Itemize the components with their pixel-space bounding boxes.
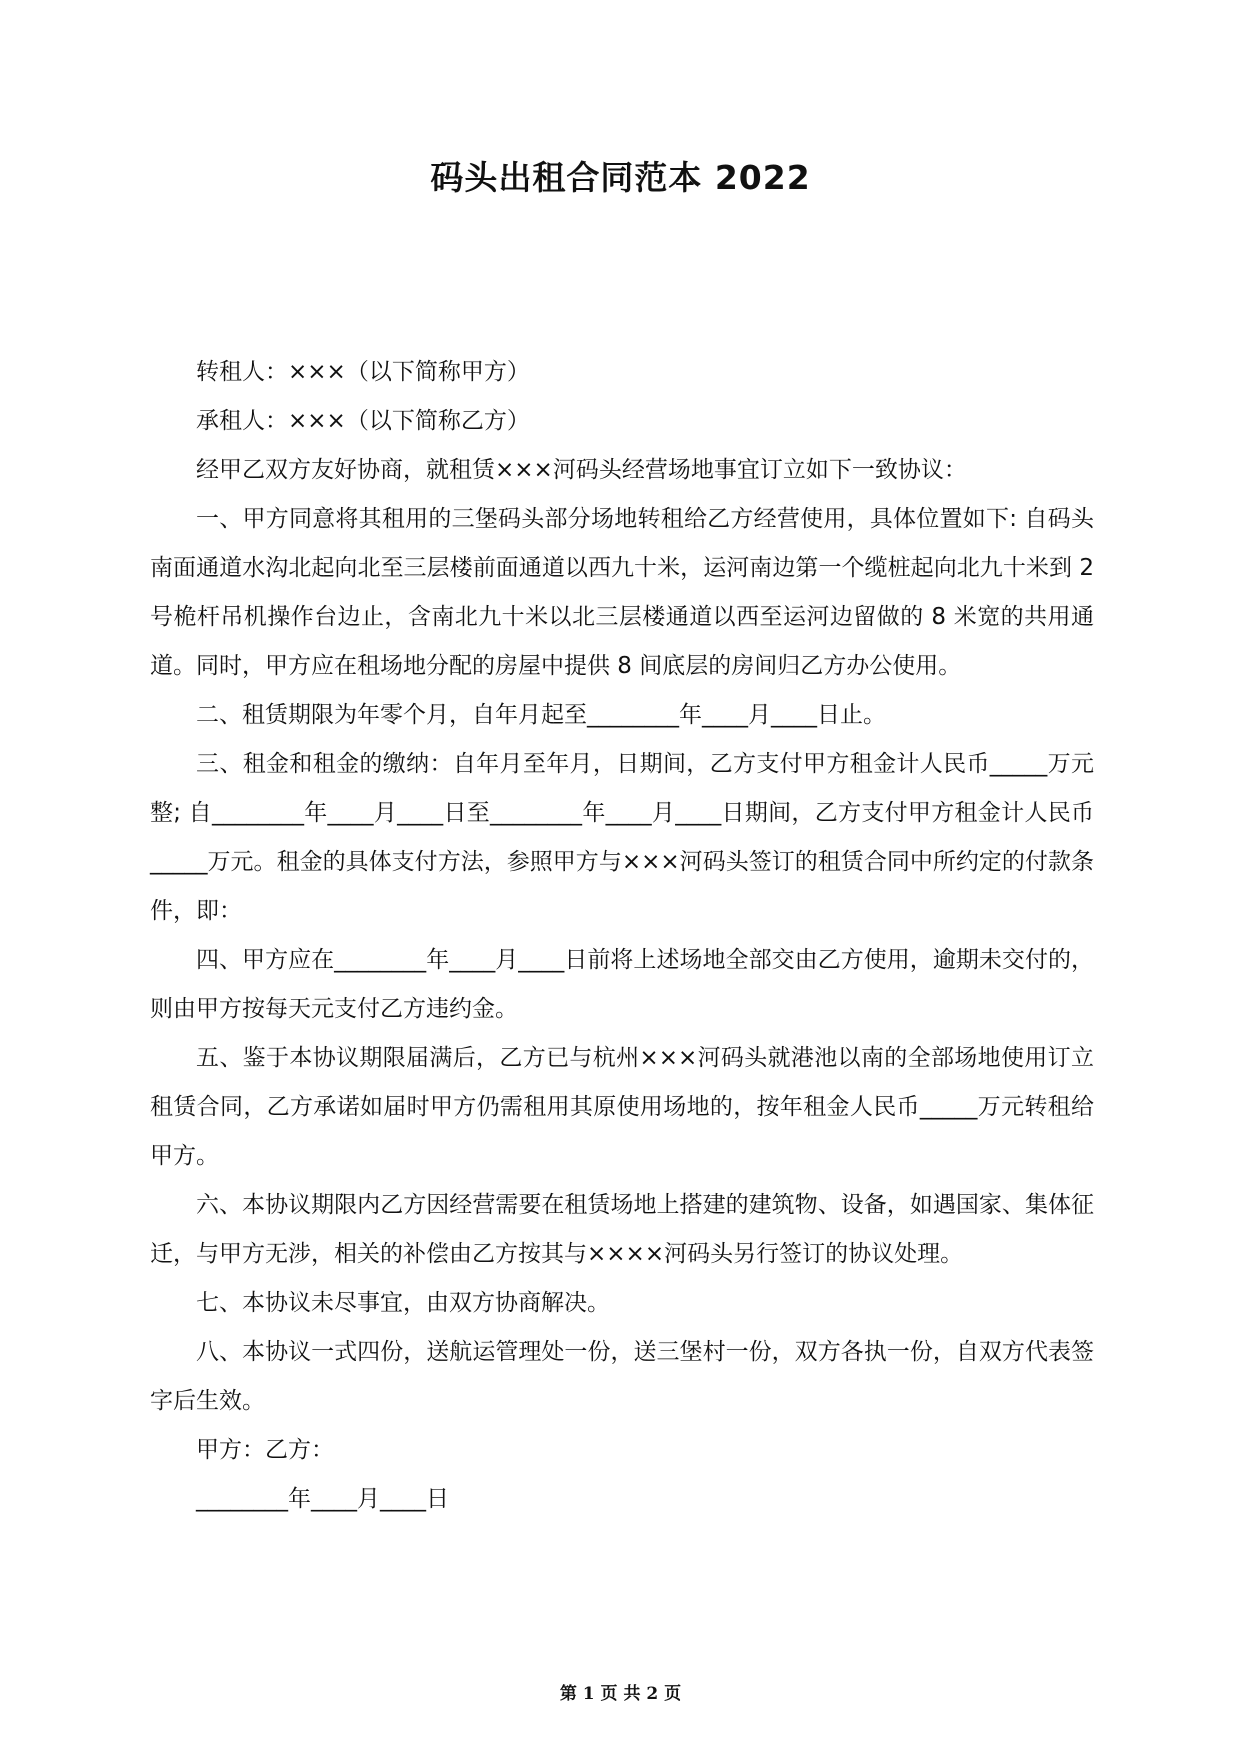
document-body (150, 348, 1094, 1524)
paragraph-lessee: 承租人：×××（以下简称乙方） (196, 408, 530, 434)
paragraph-sublessor: 转租人：×××（以下简称甲方） (196, 359, 530, 385)
clause-7: 七、本协议未尽事宜，由双方协商解决。 (196, 1290, 610, 1316)
clause-5: 五、鉴于本协议期限届满后，乙方已与杭州×××河码头就港池以南的全部场地使用订立租赁合同，乙方承诺如届时甲方仍需租用其原使用场地的，按年租金人民币_____万元转租给甲方。 (150, 1045, 1094, 1169)
footer-prefix: 第 (559, 1684, 577, 1704)
clause-4: 四、甲方应在________年____月____日前将上述场地全部交由乙方使用，逾期未交付的，则由甲方按每天元支付乙方违约金。 (150, 947, 1094, 1022)
signature-parties: 甲方：乙方： (196, 1437, 334, 1463)
clause-2: 二、租赁期限为年零个月，自年月起至________年____月____日止。 (196, 702, 886, 728)
clause-1: 一、甲方同意将其租用的三堡码头部分场地转租给乙方经营使用，具体位置如下: 自码头南面通道水沟北起向北至三层楼前面通道以西九十米，运河南边第一个缆桩起向北九十米到 2 号桅杆吊机操作台边止，含南北九十米以北三层楼通道以西至运河边留做的 8 米宽的共用通道。同时，甲方应在租场地分配的房屋中提供 8 间底层的房间归乙方办公使用。 (150, 506, 1094, 679)
paragraph-preamble: 经甲乙双方友好协商，就租赁×××河码头经营场地事宜订立如下一致协议： (196, 457, 967, 483)
footer-middle: 页 共 (600, 1684, 641, 1704)
footer-total-pages: 2 (646, 1684, 659, 1704)
clause-6: 六、本协议期限内乙方因经营需要在租赁场地上搭建的建筑物、设备，如遇国家、集体征迁，与甲方无涉，相关的补偿由乙方按其与××××河码头另行签订的协议处理。 (150, 1192, 1094, 1267)
page-footer (0, 1682, 1241, 1706)
clause-3: 三、租金和租金的缴纳：自年月至年月，日期间，乙方支付甲方租金计人民币_____万元整; 自________年____月____日至________年____月____日期间，乙方支付甲方租金计人民币_____万元。租金的具体支付方法，参照甲方与×××河码头签订的租赁合同中所约定的付款条件，即： (150, 751, 1094, 924)
footer-suffix: 页 (664, 1684, 682, 1704)
footer-page-number: 1 (582, 1684, 595, 1704)
document-title: 码头出租合同范本 2022 (430, 158, 811, 197)
clause-8: 八、本协议一式四份，送航运管理处一份，送三堡村一份，双方各执一份，自双方代表签字后生效。 (150, 1339, 1094, 1414)
signature-date: ________年____月____日 (196, 1486, 449, 1512)
